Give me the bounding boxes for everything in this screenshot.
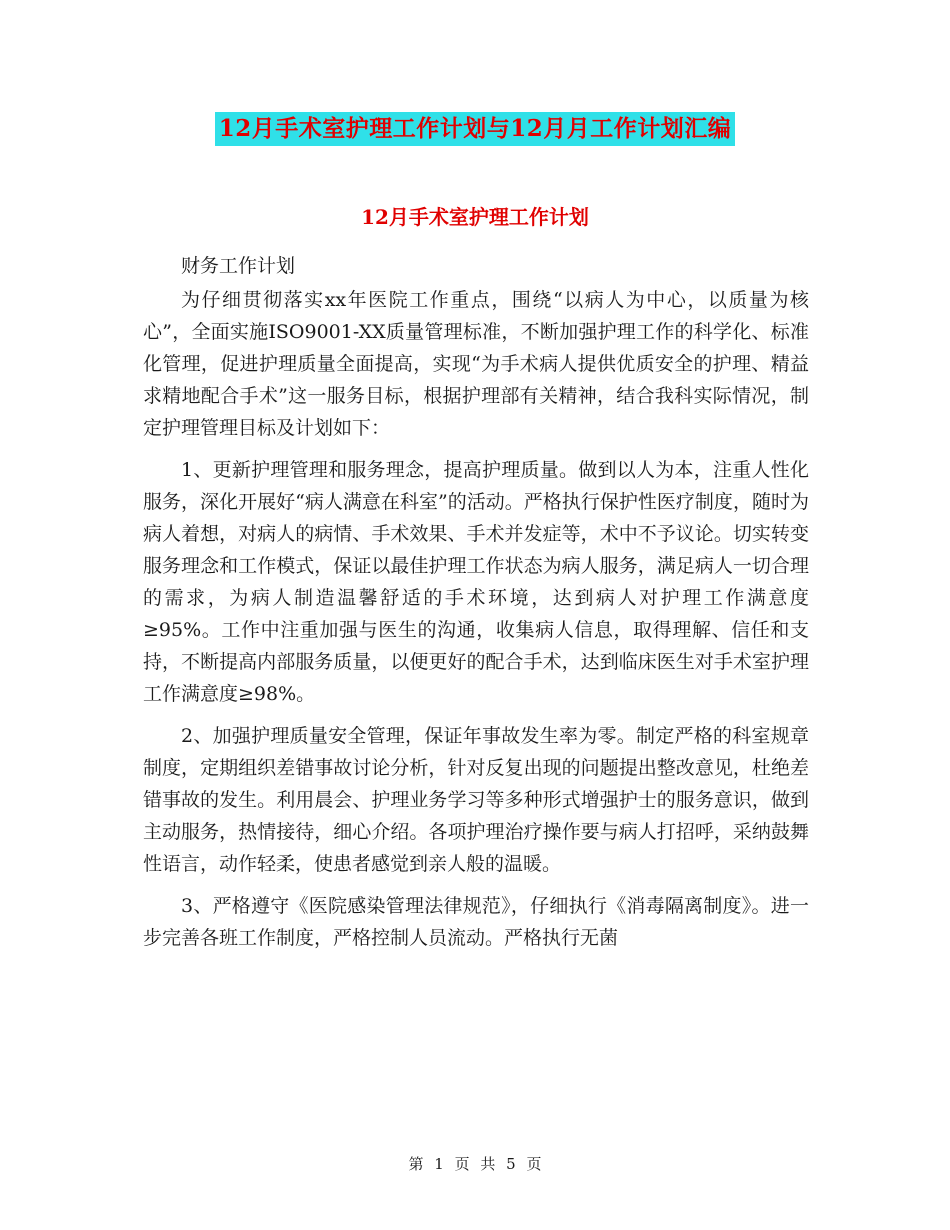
paragraph-item-1: 1、更新护理管理和服务理念，提高护理质量。做到以人为本，注重人性化服务，深化开展好“病人满意在科室”的活动。严格执行保护性医疗制度，随时为病人着想，对病人的病情、手术效果、手术并发症等，术中不予议论。切实转变服务理念和工作模式，保证以最佳护理工作状态为病人服务，满足病人一切合理的需求，为病人制造温馨舒适的手术环境，达到病人对护理工作满意度≥95%。工作中注重加强与医生的沟通，收集病人信息，取得理解、信任和支持，不断提高内部服务质量，以便更好的配合手术，达到临床医生对手术室护理工作满意度≥98%。 [143, 459, 809, 705]
page-footer: 第 1 页 共 5 页 [408, 1155, 542, 1173]
title-wrapper [0, 112, 950, 146]
paragraph-intro: 为仔细贯彻落实xx年医院工作重点，围绕“以病人为中心，以质量为核心”，全面实施ISO9001-XX质量管理标准，不断加强护理工作的科学化、标准化管理，促进护理质量全面提高，实现“为手术病人提供优质安全的护理、精益求精地配合手术”这一服务目标，根据护理部有关精神，结合我科实际情况，制定护理管理目标及计划如下： [143, 289, 809, 439]
section-title: 12月手术室护理工作计划 [361, 205, 589, 229]
document-title: 12月手术室护理工作计划与12月月工作计划汇编 [215, 112, 736, 146]
paragraph-item-3: 3、严格遵守《医院感染管理法律规范》，仔细执行《消毒隔离制度》。进一步完善各班工作制度，严格控制人员流动。严格执行无菌 [143, 895, 809, 949]
paragraph-item-2: 2、加强护理质量安全管理，保证年事故发生率为零。制定严格的科室规章制度，定期组织差错事故讨论分析，针对反复出现的问题提出整改意见，杜绝差错事故的发生。利用晨会、护理业务学习等多种形式增强护士的服务意识，做到主动服务，热情接待，细心介绍。各项护理治疗操作要与病人打招呼，采纳鼓舞性语言，动作轻柔，使患者感觉到亲人般的温暖。 [143, 725, 809, 875]
document-body [143, 250, 809, 956]
paragraph-heading: 财务工作计划 [181, 255, 296, 277]
